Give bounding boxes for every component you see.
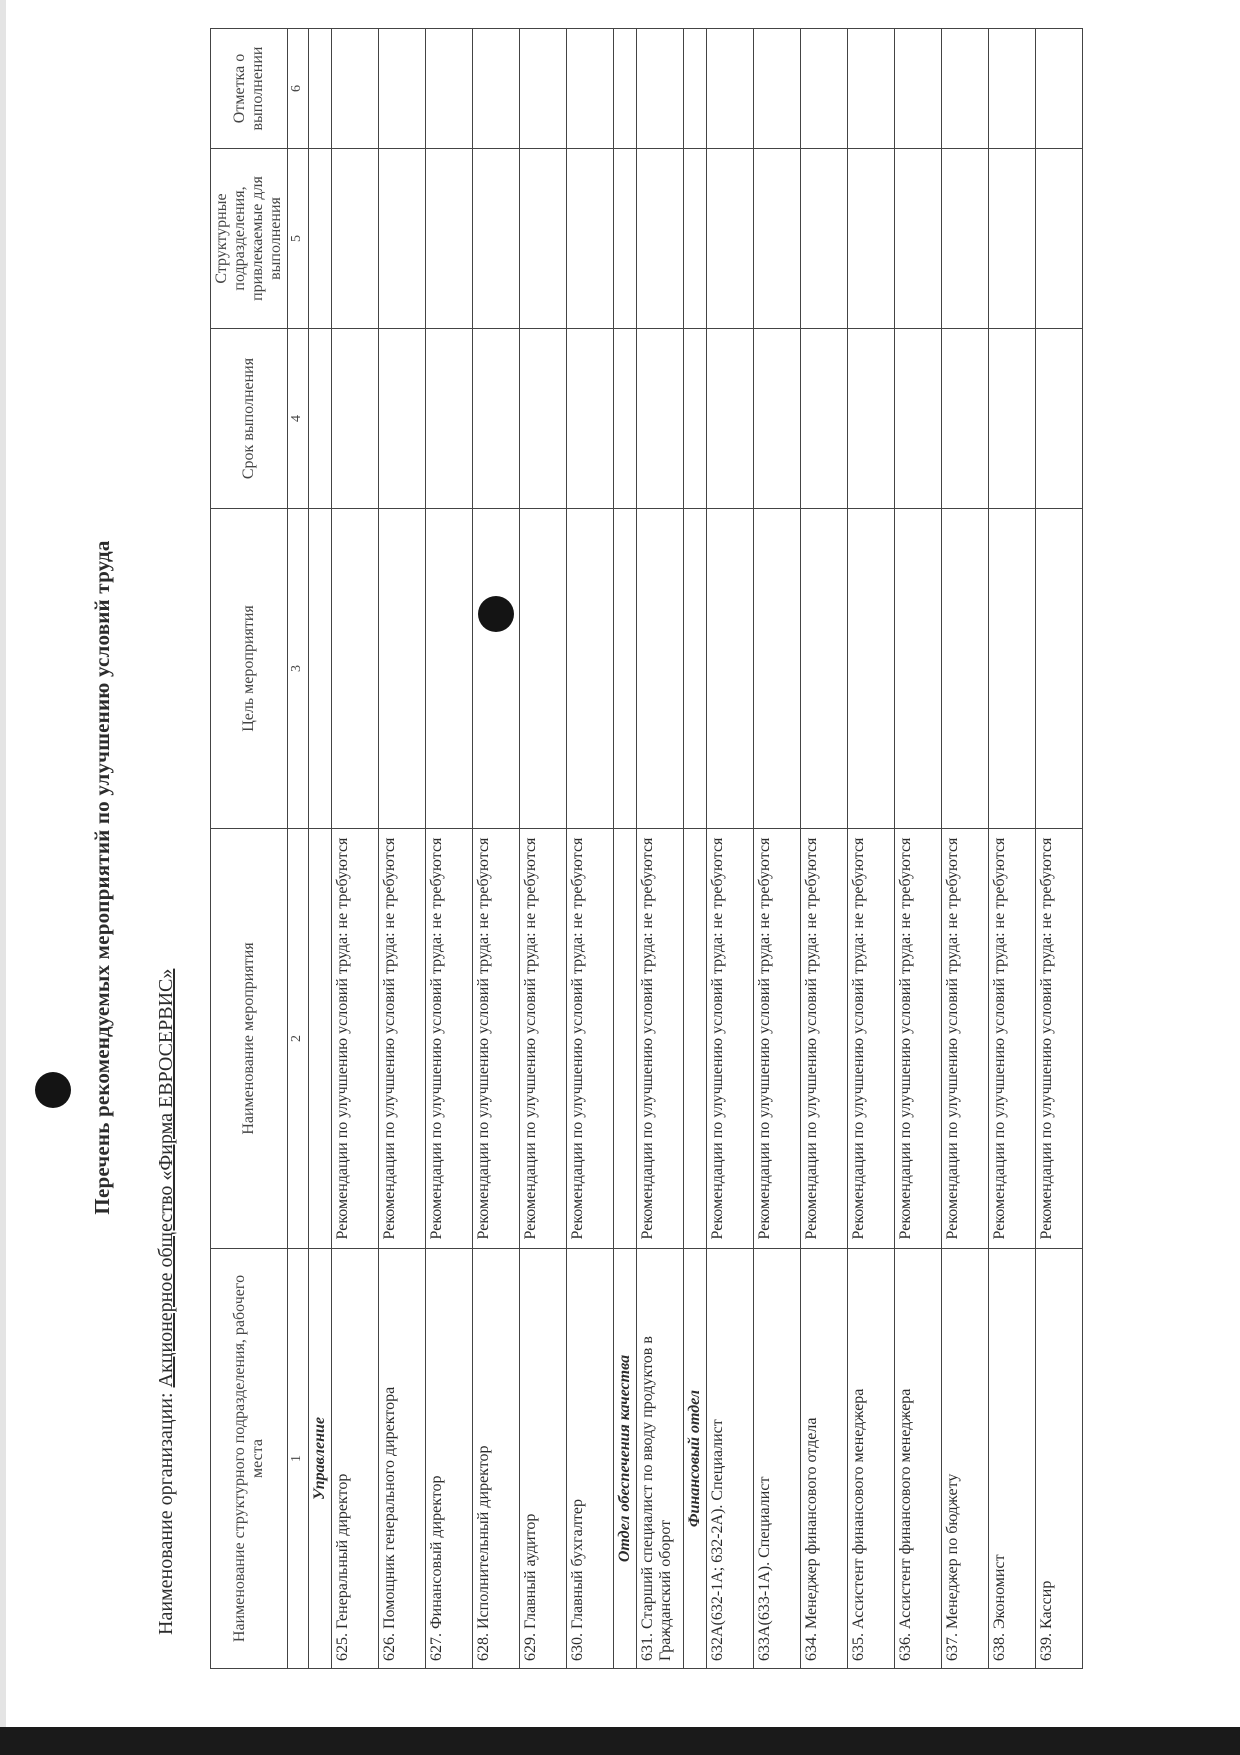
column-number-row	[288, 29, 309, 1669]
empty-cell	[754, 29, 801, 149]
empty-cell	[332, 329, 379, 509]
empty-cell	[426, 509, 473, 829]
empty-cell	[520, 329, 567, 509]
empty-cell	[895, 149, 942, 329]
empty-cell	[942, 509, 989, 829]
column-header-6: Отметка о выполнении	[211, 29, 288, 149]
empty-cell	[895, 509, 942, 829]
column-header-3: Цель мероприятия	[211, 509, 288, 829]
section-label: Финансовый отдел	[684, 1249, 707, 1669]
empty-cell	[520, 509, 567, 829]
empty-cell	[309, 829, 332, 1249]
workplace-cell: 626. Помощник генерального директора	[379, 1249, 426, 1669]
measure-cell: Рекомендации по улучшению условий труда: не требуются	[942, 829, 989, 1249]
table-row	[895, 29, 942, 1669]
empty-cell	[684, 829, 707, 1249]
table-row	[520, 29, 567, 1669]
table-row	[637, 29, 684, 1669]
empty-cell	[637, 29, 684, 149]
table-row	[754, 29, 801, 1669]
workplace-cell: 637. Менеджер по бюджету	[942, 1249, 989, 1669]
empty-cell	[614, 329, 637, 509]
empty-cell	[707, 329, 754, 509]
empty-cell	[332, 509, 379, 829]
measure-cell: Рекомендации по улучшению условий труда: не требуются	[637, 829, 684, 1249]
empty-cell	[1036, 329, 1083, 509]
empty-cell	[614, 29, 637, 149]
empty-cell	[614, 149, 637, 329]
empty-cell	[567, 29, 614, 149]
empty-cell	[332, 29, 379, 149]
empty-cell	[942, 329, 989, 509]
empty-cell	[332, 149, 379, 329]
empty-cell	[989, 329, 1036, 509]
table-row	[1036, 29, 1083, 1669]
measure-cell: Рекомендации по улучшению условий труда: не требуются	[801, 829, 848, 1249]
empty-cell	[567, 509, 614, 829]
column-number-2: 2	[288, 829, 309, 1249]
empty-cell	[801, 329, 848, 509]
measure-cell: Рекомендации по улучшению условий труда: не требуются	[989, 829, 1036, 1249]
empty-cell	[637, 509, 684, 829]
empty-cell	[379, 329, 426, 509]
column-header-1: Наименование структурного подразделения, рабочего места	[211, 1249, 288, 1669]
empty-cell	[707, 29, 754, 149]
empty-cell	[473, 29, 520, 149]
section-label: Управление	[309, 1249, 332, 1669]
workplace-cell: 630. Главный бухгалтер	[567, 1249, 614, 1669]
empty-cell	[379, 509, 426, 829]
empty-cell	[379, 149, 426, 329]
table-row	[473, 29, 520, 1669]
empty-cell	[801, 29, 848, 149]
table-row	[707, 29, 754, 1669]
measure-cell: Рекомендации по улучшению условий труда: не требуются	[754, 829, 801, 1249]
table-row	[848, 29, 895, 1669]
section-row	[614, 29, 637, 1669]
document-title: Перечень рекомендуемых мероприятий по улучшению условий труда	[90, 540, 114, 1215]
empty-cell	[848, 29, 895, 149]
workplace-cell: 629. Главный аудитор	[520, 1249, 567, 1669]
column-header-5: Структурные подразделения, привлекаемые для выполнения	[211, 149, 288, 329]
column-number-5: 5	[288, 149, 309, 329]
measure-cell: Рекомендации по улучшению условий труда: не требуются	[707, 829, 754, 1249]
workplace-cell: 628. Исполнительный директор	[473, 1249, 520, 1669]
empty-cell	[989, 29, 1036, 149]
column-number-3: 3	[288, 509, 309, 829]
measure-cell: Рекомендации по улучшению условий труда: не требуются	[332, 829, 379, 1249]
column-number-6: 6	[288, 29, 309, 149]
empty-cell	[309, 149, 332, 329]
empty-cell	[614, 829, 637, 1249]
empty-cell	[848, 329, 895, 509]
column-header-4: Срок выполнения	[211, 329, 288, 509]
empty-cell	[684, 29, 707, 149]
measure-cell: Рекомендации по улучшению условий труда: не требуются	[426, 829, 473, 1249]
empty-cell	[684, 149, 707, 329]
table-row	[426, 29, 473, 1669]
workplace-cell: 625. Генеральный директор	[332, 1249, 379, 1669]
empty-cell	[754, 509, 801, 829]
measure-cell: Рекомендации по улучшению условий труда: не требуются	[567, 829, 614, 1249]
empty-cell	[614, 509, 637, 829]
section-label: Отдел обеспечения качества	[614, 1249, 637, 1669]
empty-cell	[989, 509, 1036, 829]
empty-cell	[942, 29, 989, 149]
measure-cell: Рекомендации по улучшению условий труда: не требуются	[848, 829, 895, 1249]
empty-cell	[473, 329, 520, 509]
empty-cell	[801, 149, 848, 329]
table-row	[379, 29, 426, 1669]
empty-cell	[473, 509, 520, 829]
empty-cell	[426, 149, 473, 329]
empty-cell	[1036, 29, 1083, 149]
table-row	[801, 29, 848, 1669]
empty-cell	[567, 149, 614, 329]
empty-cell	[637, 329, 684, 509]
empty-cell	[707, 509, 754, 829]
empty-cell	[1036, 149, 1083, 329]
workplace-cell: 632А(632-1А; 632-2А). Специалист	[707, 1249, 754, 1669]
table-row	[942, 29, 989, 1669]
workplace-cell: 639. Кассир	[1036, 1249, 1083, 1669]
measure-cell: Рекомендации по улучшению условий труда: не требуются	[1036, 829, 1083, 1249]
empty-cell	[754, 149, 801, 329]
empty-cell	[309, 329, 332, 509]
table-body	[309, 29, 1083, 1669]
empty-cell	[637, 149, 684, 329]
organization-label: Наименование организации:	[155, 1392, 177, 1635]
empty-cell	[989, 149, 1036, 329]
empty-cell	[1036, 509, 1083, 829]
empty-cell	[567, 329, 614, 509]
measure-cell: Рекомендации по улучшению условий труда: не требуются	[379, 829, 426, 1249]
empty-cell	[426, 329, 473, 509]
empty-cell	[473, 149, 520, 329]
workplace-cell: 634. Менеджер финансового отдела	[801, 1249, 848, 1669]
workplace-cell: 635. Ассистент финансового менеджера	[848, 1249, 895, 1669]
workplace-cell: 636. Ассистент финансового менеджера	[895, 1249, 942, 1669]
empty-cell	[848, 509, 895, 829]
empty-cell	[848, 149, 895, 329]
column-header-2: Наименование мероприятия	[211, 829, 288, 1249]
measure-cell: Рекомендации по улучшению условий труда: не требуются	[895, 829, 942, 1249]
empty-cell	[309, 29, 332, 149]
workplace-cell: 633А(633-1А). Специалист	[754, 1249, 801, 1669]
measure-cell: Рекомендации по улучшению условий труда: не требуются	[473, 829, 520, 1249]
column-number-1: 1	[288, 1249, 309, 1669]
workplace-cell: 631. Старший специалист по вводу продуктов в Гражданский оборот	[637, 1249, 684, 1669]
empty-cell	[895, 329, 942, 509]
empty-cell	[801, 509, 848, 829]
table-header-row	[211, 29, 288, 1669]
empty-cell	[309, 509, 332, 829]
empty-cell	[684, 329, 707, 509]
empty-cell	[754, 329, 801, 509]
column-number-4: 4	[288, 329, 309, 509]
empty-cell	[520, 149, 567, 329]
measures-table	[210, 28, 1083, 1669]
empty-cell	[379, 29, 426, 149]
empty-cell	[895, 29, 942, 149]
section-row	[309, 29, 332, 1669]
workplace-cell: 638. Экономист	[989, 1249, 1036, 1669]
measure-cell: Рекомендации по улучшению условий труда: не требуются	[520, 829, 567, 1249]
empty-cell	[707, 149, 754, 329]
empty-cell	[520, 29, 567, 149]
table-row	[332, 29, 379, 1669]
empty-cell	[942, 149, 989, 329]
workplace-cell: 627. Финансовый директор	[426, 1249, 473, 1669]
organization-line	[155, 969, 178, 1635]
table-row	[989, 29, 1036, 1669]
organization-name: Акционерное общество «Фирма ЕВРОСЕРВИС»	[155, 968, 177, 1388]
section-row	[684, 29, 707, 1669]
empty-cell	[684, 509, 707, 829]
empty-cell	[426, 29, 473, 149]
table-row	[567, 29, 614, 1669]
